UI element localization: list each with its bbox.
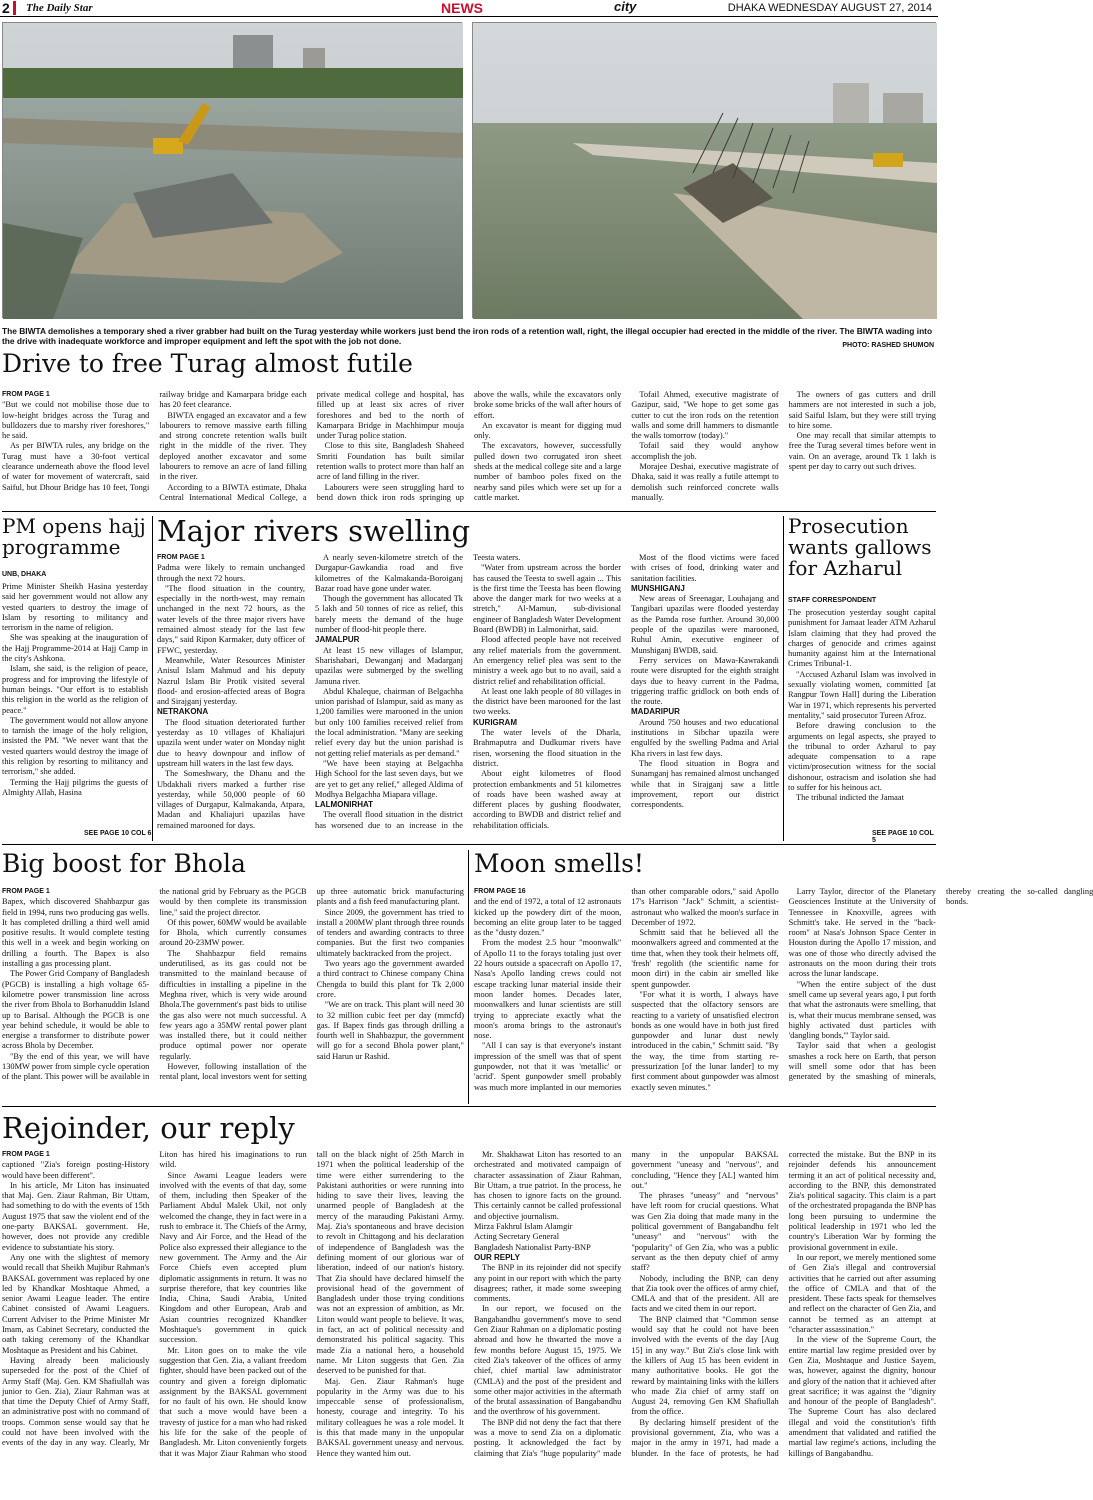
story-rejoinder-body: [2, 1150, 936, 1496]
headline-rivers: Major rivers swelling: [157, 514, 471, 548]
masthead-accent-bar: [13, 1, 16, 15]
paragraph: The phrases "uneasy" and "nervous" have left room for crucial questions. What was Gen Zia doing that made many in the political government of Bangabandhu felt "uneasy" and "nervous" with the "popularity" of Gen Zia, who was a public servant as the then deputy chief of army staff?: [631, 1191, 779, 1273]
paragraph: At least 15 new villages of Islampur, Sharishabari, Dewanganj and Madarganj upazilas were submerged by the swelling Jamuna river.: [315, 645, 463, 686]
paragraph: captioned "Zia's foreign posting-History would have been different".: [2, 1160, 150, 1180]
paragraph: The Shahbazpur field remains underutilised, as its gas could not be transmitted to the mainland because of difficulties in installing a pipeline in the Meghna river, which is very wide around Bhola.The government's past bids to utilise the gas also were not much successful. A few years ago a 35MW rental power plant was installed there, but it could neither produce optimal power nor operate regularly.: [159, 948, 307, 1061]
headline-bhola: Big boost for Bhola: [2, 849, 246, 878]
paragraph: "The flood situation in the country, especially in the north-west, may remain unchanged in the next 72 hours, as the water levels of the three major rivers have remained almost steady for the last few days," said Ripon Karmaker, duty officer of FFWC, yesterday.: [157, 583, 305, 655]
paragraph: "Water from upstream across the border has caused the Teesta to swell again ... This is the first time the Teesta has been flowing above the danger mark for two weeks at a stretch," Al-Mamun, sub-divisional engineer of Bangladesh Water Development Board (BWDB) in Lalmonirhat, said.: [473, 563, 622, 635]
paragraph: Flood affected people have not received any relief materials from the government. An emergency relief plea was sent to the ministry a week ago but to no avail, said a district relief and rehabilitation official.: [473, 635, 621, 686]
paragraph: Labourers were seen struggling hard to bend down thick iron rods springing up above the walls, while the excavators only broke some bricks of the wall after hours of effort.: [316, 390, 622, 502]
paragraph: Abdul Khaleque, chairman of Belgachha union parishad of Islampur, said as many as 1,200 families were marooned in the union but only 100 families received relief from the local administration. "Many are seeking relief every day but the union parishad is not getting relief materials as per demand.": [315, 686, 463, 758]
paragraph: Of this power, 60MW would be available for Bhola, which currently consumes around 20-23MW power.: [159, 917, 307, 948]
photo-credit: PHOTO: RASHED SHUMON: [842, 342, 934, 349]
from-page-label: FROM PAGE 1: [2, 888, 50, 895]
paragraph: BIWTA engaged an excavator and a few labourers to remove massive earth filling and strong concrete retention walls built right in the middle of the river. They deployed another excavator and some labourers to remove an acre of land filling in the river.: [159, 410, 307, 482]
paragraph: The government would not allow anyone to tarnish the image of the holy religion, insisted the PM. "We never want that the vested quarters would destroy the image of this religion by resorting to militancy and terrorism," she added.: [2, 715, 148, 777]
story-azharul-body: [788, 608, 936, 822]
paragraph: A nearly seven-kilometre stretch of the Durgapur-Gawkandia road and five kilometres of the Kalmakanda-Boroiganj Bazar road have gone under water.: [315, 553, 463, 593]
paragraph: Terming the Hajj pilgrims the guests of Almighty Allah, Hasina: [2, 777, 148, 797]
paragraph: Prime Minister Sheikh Hasina yesterday said her government would not allow any vested quarters to destroy the image of Islam by resorting to militancy and terrorism in the name of religion.: [2, 582, 148, 633]
paragraph: Bapex, which discovered Shahbazpur gas field in 1994, runs two producing gas wells. It has completed drilling a third well amid positive results. It would complete testing this well in a week and begin working on drilling a fourth. The Bapex is also installing a gas processing plant.: [2, 897, 150, 969]
jump-hajj[interactable]: SEE PAGE 10 COL 6: [84, 830, 152, 837]
paragraph: The BNP did not deny the fact that there was a move to send Zia on a diplomatic posting. It acknowledged the fact by claiming that Zia's "huge popularity" made many in the unpopular BAKSAL government "uneasy and "nervous", and concluding, "Hence they [AL] wanted him out.": [473, 1150, 779, 1458]
masthead: [0, 0, 938, 17]
paragraph: Meanwhile, Water Resources Minister Anisul Islam Mahmud and his deputy Nazrul Islam Bir Protik visited several flood- and erosion-affected areas of Bogra and Sirajganj yesterday.: [157, 655, 305, 707]
paragraph: In our report, we merely mentioned some of Gen Zia's illegal and controversial activities that he carried out after assuming the office of CMLA and that of the president. These facts speak for themselves and reflect on the character of Gen Zia, and cannot be termed as an attempt at "character assassination.": [788, 1252, 936, 1335]
paragraph: "But we could not mobilise those due to low-height bridges across the Turag and bulldozers due to marshy river foreshores," he said.: [2, 400, 150, 441]
jump-azharul[interactable]: SEE PAGE 10 COL 5: [872, 830, 934, 844]
story-hajj-body: [2, 582, 148, 820]
paragraph: The water levels of the Dharla, Brahmaputra and Dudkumar rivers have risen, worsening the flood situation in the district.: [473, 728, 621, 768]
story-bhola-body: [2, 887, 464, 1102]
signature-line: Bangladesh Nationalist Party-BNP: [473, 1242, 591, 1252]
from-page-label: FROM PAGE 16: [474, 888, 526, 895]
subhead: LALMONIRHAT: [315, 800, 374, 810]
column-divider: [152, 516, 153, 841]
headline-moon: Moon smells!: [474, 849, 644, 878]
from-page-label: FROM PAGE 1: [2, 391, 50, 398]
photo-demolition-image: [3, 23, 463, 319]
signature-line: Mirza Fakhrul Islam Alamgir: [473, 1222, 573, 1232]
paragraph: The flood situation in Bogra and Sunamganj has remained almost unchanged while that in Sirajganj saw a little improvement, report our district correspondents.: [631, 758, 779, 810]
paragraph: In his article, Mr Liton has insinuated that Maj. Gen. Ziaur Rahman, Bir Uttam, had something to do with the events of 15th August 1975 that saw the violent end of the one-party BAKSAL government. He, however, does not provide any credible evidence to substantiate his story.: [2, 1180, 150, 1252]
from-page-label: FROM PAGE 1: [2, 1151, 50, 1158]
paragraph: and the end of 1972, a total of 12 astronauts kicked up the powdery dirt of the moon, becoming an elite group later to be tagged as the "dusty dozen.": [474, 897, 622, 938]
paragraph: Larry Taylor, director of the Planetary Geosciences Institute at the University of Tennessee in Knoxville, agrees with Schmitt's take. He served in the "back-room" at Nasa's Johnson Space Center in Houston during the Apollo 17 mission, and was one of those who directly advised the astronauts on the moon during their trots across the lunar landscape.: [788, 887, 936, 979]
paragraph: New areas of Sreenagar, Louhajang and Tangibari upazilas were flooded yesterday as the Pamda rose further. Around 30,000 people of the upazilas were marooned, Ruhul Amin, executive engineer of Munshiganj BWDB, said.: [631, 594, 779, 655]
paragraph: Nobody, including the BNP, can deny that Zia took over the offices of army chief, CMLA and that of the president. All are facts and we cited them in our report.: [631, 1273, 779, 1314]
section-divider: [2, 1106, 936, 1107]
paragraph: In our report, we focused on the Bangabandhu government's move to send Gen Ziaur Rahman on a diplomatic posting abroad and how he thwarted the move a few months before August 15, 1975. We cited Zia's takeover of the offices of army chief, chief martial law administrator (CMLA) and the post of the president and some other major activities in the aftermath of the brutal assassination of Bangabandhu and the overthrow of his government.: [473, 1304, 622, 1417]
paragraph: Though the government has allocated Tk 5 lakh and 50 tonnes of rice as relief, this barely meets the demand of the huge number of flood-hit people there.: [315, 594, 463, 635]
byline-azharul: STAFF CORRESPONDENT: [788, 597, 877, 604]
paragraph: The tribunal indicted the Jamaat: [796, 793, 904, 803]
section-name: NEWS: [441, 0, 483, 16]
dateline: DHAKA WEDNESDAY AUGUST 27, 2014: [727, 2, 932, 14]
story-turag-body: [2, 390, 936, 506]
paragraph: "For what it is worth, I always have suspected that the olfactory sensors are reacting to a variety of unsatisfied electron bonds as one would have in both just fired gunpowder and lunar dust newly introduced in the cabin," Schmitt said. "By the way, the time from starting re-pressurization [of the lunar lander] to my first comment about gunpowder was almost exactly seven minutes.": [631, 989, 779, 1092]
paragraph: Mr. Liton goes on to make the vile suggestion that Gen. Zia, a valiant freedom fighter, should have been packed out of the country and given a foreign diplomatic assignment by the BAKSAL government for no fault of his own. He should know that such a move would have been a travesty of justice for a man who had risked his life for the sake of the people of Bangladesh. Mr. Liton conveniently forgets that it was Major Ziaur Rahman who stood tall on the black night of 25th March in 1971 when the political leadership of the time were either surrendering to the Pakistani authorities or were running into hiding to save their lives, leaving the unarmed people of Bangladesh at the mercy of the marauding Pakistani Army. Maj. Zia's spontaneous and brave decision to revolt in Chittagong and his declaration of independence of Bangladesh was the defining moment of our glorious war of liberation, indeed of our nation's history. That Zia should have declared himself the provisional head of the government of Bangladesh under those trying conditions was not an expression of ambition, as Mr. Liton would want people to believe. It was, in fact, an act of political necessity and demonstrated his political sagacity. This made Zia a national hero, a household name. Mr Liton suggests that Gen. Zia deserved to be punished for that.: [159, 1150, 464, 1458]
from-page-label: FROM PAGE 1: [157, 554, 205, 561]
story-rivers-body: [157, 553, 779, 839]
paragraph: Most of the flood victims were faced with crises of food, drinking water and sanitation facilities.: [631, 553, 779, 583]
paragraph: As per BIWTA rules, any bridge on the Turag must have a 30-foot vertical clearance underneath above the flood level of water for movement of watercraft, said Saiful, but Dhour Bridge has 10 feet, Tongi railway bridge and Kamarpara bridge each has 20 feet clearance.: [2, 390, 307, 492]
photo-demolition-shed: [2, 22, 462, 318]
paragraph: In the view of the Supreme Court, the entire martial law regime presided over by Gen Zia, Moshtaque and Justice Sayem, was, however, against the dignity, honour and glory of the nation that it achieved after great sacrifice; it was against the "dignity and honour of the people of Bangladesh". The Supreme Court has also declared illegal and void the constitution's fifth amendment that validated and ratified the martial law regime's actions, including the killings of Bangabandhu.: [788, 1335, 936, 1458]
paragraph: According to a BIWTA estimate, Dhaka Central International Medical College, a private medical college and hospital, has filled up at least six acres of river foreshores and bed to the north of Kamarpara Bridge in Machhimpur mouja under Turag police station.: [159, 390, 464, 502]
page-number: 2: [2, 0, 10, 16]
paragraph: Padma were likely to remain unchanged through the next 72 hours.: [157, 563, 305, 583]
paragraph: The owners of gas cutters and drill hammers are not interested in such a job, said Saiful Islam, but they were still trying to hire some.: [788, 390, 936, 430]
paragraph: Having already been maliciously superseded for the post of the Chief of Army Staff (Maj. Gen. KM Shafiullah was junior to Gen. Zia), Ziaur Rahman was at that time the Deputy Chief of Army Staff, an administrative post with no command of troops. Common sense would say that he could not have been involved with the events of the day in any way. Clearly, Mr Liton has hired his imaginations to run wild.: [2, 1150, 307, 1448]
paragraph: The flood situation deteriorated further yesterday as 10 villages of Khaliajuri upazila went under water on Monday night due to heavy downpour and inflow of upstream hill waters in the last few days.: [157, 717, 305, 768]
paragraph: Mr. Shakhawat Liton has resorted to an orchestrated and motivated campaign of character assassination of Ziaur Rahman, Bir Uttam, a true patriot. In the process, he has chosen to ignore facts on the ground. This certainly cannot be called professional and objective journalism.: [473, 1150, 622, 1221]
subhead: KURIGRAM: [473, 717, 517, 727]
paragraph: "We are on track. This plant will need 30 to 32 million cubic feet per day (mmcfd) gas. If Bapex finds gas through drilling a fourth well in Shahbazpur, the government will go for a second Bhola power plant," said Harun ur Rashid.: [316, 1000, 464, 1061]
paragraph: One may recall that similar attempts to free the Turag several times before went in vain. On an average, around Tk 1 lakh is spent per day to carry out such drives.: [788, 431, 936, 472]
paragraph: Islam, she said, is the religion of peace, progress and for improving the lifestyle of human beings. "Our effort is to establish this religion in the world as the religion of peace.": [2, 664, 148, 715]
paragraph: Morajee Deshai, executive magistrate of Dhaka, said it was really a futile attempt to demolish such reinforced concrete walls manually.: [631, 462, 779, 502]
section-divider: [2, 844, 936, 845]
paragraph: The prosecution yesterday sought capital punishment for Jamaat leader ATM Azharul Islam claiming that they had proved the charges of genocide and crimes against humanity against him at the International Crimes Tribunal-1.: [788, 608, 936, 669]
headline-turag: Drive to free Turag almost futile: [2, 349, 413, 378]
column-divider: [783, 516, 784, 841]
paragraph: "By the end of this year, we will have 130MW power from simple cycle operation of the plant. This power will be available in the national grid by February as the PGCB would by then complete its transmission line," said the project director.: [2, 887, 307, 1082]
paragraph: By declaring himself president of the provisional government, Zia, who was a major in the army in 1971, had made a blunder. In the face of protests, he had corrected the mistake. But the BNP in its rejoinder defends his announcement terming it an act of political necessity and, according to the BNP, this demonstrated Zia's political sagacity. This claim is a part of the orchestrated propaganda the BNP has long been pursuing to undermine the political leadership in 1971 who led the country's Liberation War by forming the provisional government in exile.: [631, 1150, 936, 1458]
headline-rejoinder: Rejoinder, our reply: [2, 1111, 295, 1145]
column-divider: [468, 850, 469, 1104]
paragraph: The BNP in its rejoinder did not specify any point in our report with which the party disagrees; rather, it made some sweeping comments.: [473, 1263, 622, 1304]
paragraph: The overall flood situation in the district has worsened due to an increase in the Teesta waters.: [315, 553, 521, 830]
section-divider: [2, 511, 936, 512]
paragraph: An excavator is meant for digging mud only.: [473, 420, 622, 441]
subhead: MUNSHIGANJ: [631, 583, 685, 593]
subhead: JAMALPUR: [315, 635, 360, 645]
paragraph: At least one lakh people of 80 villages in the district have been marooned for the last two weeks.: [473, 686, 621, 717]
story-moon-body: [474, 887, 1093, 1102]
paragraph: The Power Grid Company of Bangladesh (PGCB) is installing a high voltage 65-kilometre power transmission line across the river from Bhola to Borhanuddin Island up to Barisal. Although the PGCB is one year behind schedule, it would be able to energise a transformer to distribute power across Bhola by December.: [2, 969, 150, 1051]
paragraph: The BNP claimed that "Common sense would say that he could not have been involved with the events of the day [Aug 15] in any way." But Zia's close link with the killers of Aug 15 has been evident in many authoritative books. He got the reward by maintaining links with the killers who made Zia chief of army staff on August 24, removing Gen KM Shafiullah from the office.: [631, 1314, 779, 1417]
paragraph: Ferry services on Mawa-Kawrakandi route were disrupted for the eighth straight days due to heavy current in the Padma, triggering traffic gridlock on both ends of the route.: [631, 655, 779, 707]
subhead: OUR REPLY: [473, 1252, 520, 1262]
paragraph: She was speaking at the inauguration of the Hajj Programme-2014 at Hajj Camp in the city's Ashkona.: [2, 633, 148, 664]
paragraph: Schmitt said that he believed all the moonwalkers agreed and commented at the time that, when they took their helmets off, 'fresh' regolith (the scientific name for moon dirt) in the cabin air smelled like spent gunpowder.: [631, 928, 779, 989]
paragraph: Close to this site, Bangladesh Shaheed Smriti Foundation has built similar retention walls to protect more than half an acre of land filling in the river.: [316, 441, 464, 482]
paragraph: About eight kilometres of flood protection embankments and 51 kilometres of roads have been washed away at different places by gushing floodwater, according to BWDB and district relief and rehabilitation officials.: [473, 769, 621, 830]
headline-azharul: Prosecution wants gallows for Azharul: [788, 514, 932, 580]
byline-hajj: UNB, DHAKA: [2, 571, 47, 578]
paragraph: Two years ago the government awarded a third contract to Chinese company China Chengda to build this plant for Tk 2,000 crore.: [316, 959, 464, 999]
paragraph: However, following installation of the rental plant, local investors went for setting up three automatic brick manufacturing plants and a fish feed manufacturing plant.: [159, 887, 464, 1082]
headline-hajj: PM opens hajj programme: [2, 514, 146, 559]
paper-logo: The Daily Star: [26, 2, 93, 14]
paragraph: "All I can say is that everyone's instant impression of the smell was that of spent gunpowder, not that it was 'metallic' or 'acrid'. Spent gunpowder smell probably was much more implanted in our memories than other comparable odors," said Apollo 17's Harrison "Jack" Schmitt, a scientist-astronaut who walked the moon's surface in December of 1972.: [474, 887, 779, 1092]
paragraph: From the modest 2.5 hour "moonwalk" of Apollo 11 to the forays totaling just over 22 hours outside a spacecraft on Apollo 17, Nasa's Apollo landing crews could not escape tracking lunar material inside their moon lander homes. Decades later, moonwalkers and lunar scientists are still trying to appreciate exactly what the moon's aroma brings to the astronaut's nose.: [474, 938, 622, 1041]
paragraph: The excavators, however, successfully pulled down two corrugated iron sheet sheds at the medical college site and a large number of bamboo poles fixed on the nearby sand piles which were set up for a cattle market.: [473, 441, 622, 502]
signature-line: Acting Secretary General: [473, 1232, 560, 1242]
subsection-name: city: [614, 0, 637, 14]
paragraph: Since Awami League leaders were involved with the events of that day, some of them, including then Speaker of the Parliament Abdul Malek Ukil, not only welcomed the change, they in fact were in a rush to embrace it. The Chiefs of the Army, Navy and Air Force, and the Head of the Police also expressed their allegiance to the new government. The Army and the Air Force Chiefs even accepted plum diplomatic assignments in return. It was no surprise therefore, that key countries like India, China, Saudi Arabia, United Kingdom and other European, Arab and Asian countries recognized Khandker Moshtaque's government in quick succession.: [159, 1170, 307, 1345]
paragraph: Any one with the slightest of memory would recall that Sheikh Mujibur Rahman's BAKSAL government was replaced by one led by Khandkar Moshtaque Ahmed, a senior Awami League leader. The entire Cabinet consisted of Awami Leaguers. Current Adviser to the Prime Minister Mr Imam, as Cabinet Secretary, conducted the oath taking ceremony of the Khandkar Moshtaque as President and his Cabinet.: [2, 1252, 150, 1355]
photo-retention-wall-image: [473, 23, 937, 319]
paragraph: "We have been staying at Belgachha High School for the last seven days, but we are yet to get any relief," alleged Aldima of Modhya Belgachha Miapara village.: [315, 758, 463, 799]
photo-caption: The BIWTA demolishes a temporary shed a river grabber had built on the Turag yesterday while workers just bend the iron rods of a retention wall, right, the illegal occupier had erected in the middle of the river. The BIWTA wading into the drive with inadequate workforce and improper equipment and left the spot with the job not done.: [2, 326, 933, 346]
subhead: NETRAKONA: [157, 707, 209, 717]
paragraph: Taylor said that when a geologist smashes a rock here on Earth, that person will smell some odor that has been generated by the smashing of minerals, thereby creating the so-called dangling bonds.: [788, 887, 1093, 1082]
paragraph: "Accused Azharul Islam was involved in sexually violating women, committed [at Rangpur Town Hall] during the Liberation War in 1971, which represents his perverted mentality," said prosecutor Tureen Afroz.: [788, 669, 936, 720]
paragraph: Around 750 houses and two educational institutions in Sibchar upazila were engulfed by the swelling Padma and Arial Kha rivers in last few days.: [631, 717, 779, 758]
paragraph: "When the entire subject of the dust smell came up several years ago, I put forth that what the astronauts were smelling, that is, what their mucus membrane sensed, was highly activated dust particles with 'dangling bonds,'" Taylor said.: [788, 979, 936, 1041]
subhead: MADARIPUR: [631, 707, 680, 717]
paragraph: Tofail Ahmed, executive magistrate of Gazipur, said, "We hope to get some gas cutter to cut the iron rods on the retention walls and some drill hammers to dismantle the walls tomorrow (today).": [631, 390, 779, 441]
paragraph: Since 2009, the government has tried to install a 200MW plant through three rounds of tenders and awarding contracts to three companies. But the first two companies ultimately backtracked from the project.: [316, 907, 464, 958]
paragraph: Before drawing conclusion to the arguments on legal aspects, she prayed to the tribunal to order Azharul to pay adequate compensation to a rape victim/prosecution witness for the social dishonour, ostracism and isolation she had to suffer for his heinous act.: [788, 721, 936, 793]
paragraph: The Someshwary, the Dhanu and the Ubdakhali rivers marked a further rise yesterday, while 50,000 people of 60 villages of Durgapur, Kalmakanda, Atpara, Madan and Khaliajuri upazilas have remained marooned for days.: [157, 769, 305, 830]
paragraph: Tofail said they would anyhow accomplish the job.: [631, 441, 779, 461]
photo-retention-wall: [472, 22, 936, 318]
paragraph: Maj. Gen. Ziaur Rahman's huge popularity in the Army was due to his impeccable sense of professionalism, honesty, courage and integrity. To his military colleagues he was a role model. It is this that made many in the unpopular BAKSAL government uneasy and nervous. Hence they wanted him out.: [316, 1376, 464, 1458]
